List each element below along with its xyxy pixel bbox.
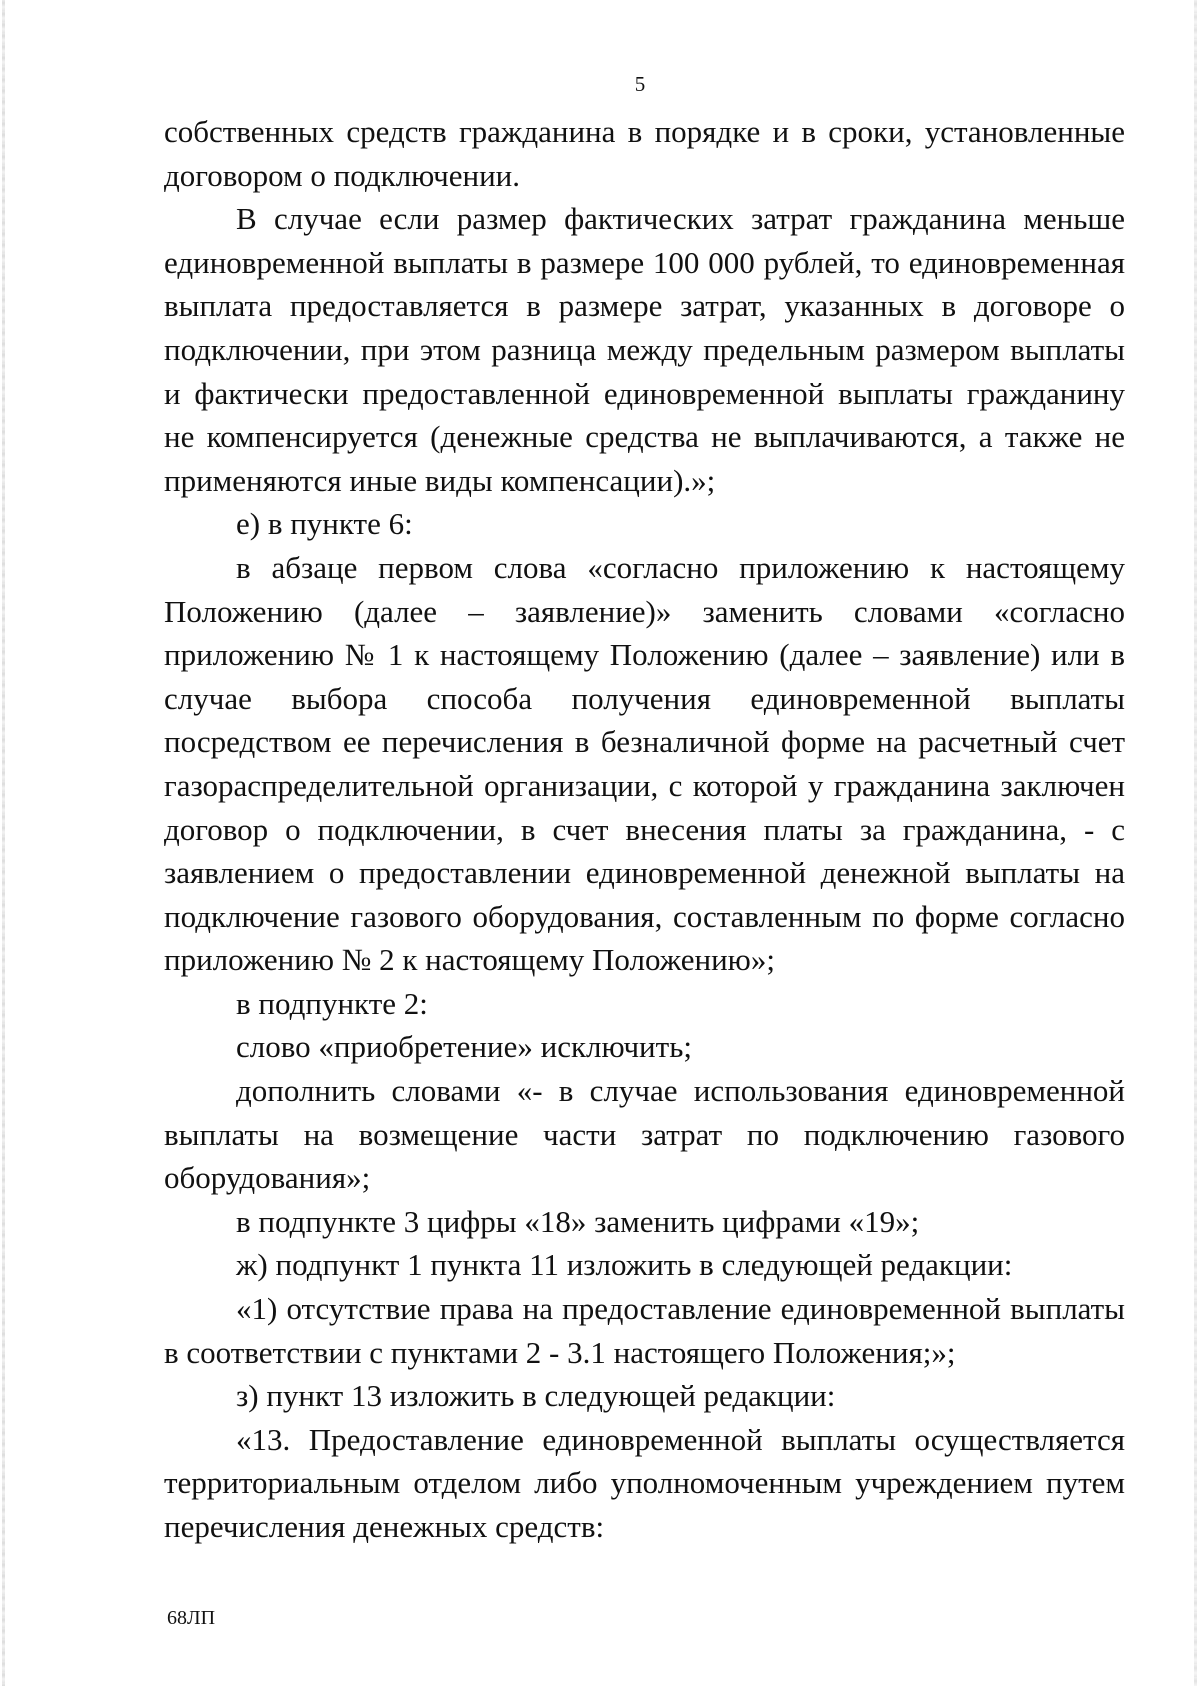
paragraph: в подпункте 3 цифры «18» заменить цифрами «19»;: [236, 1203, 920, 1239]
document-code: 68ЛП: [167, 1607, 216, 1629]
paragraph: слово «приобретение» исключить;: [236, 1029, 692, 1065]
paragraph: ж) подпункт 1 пункта 11 изложить в следующей редакции:: [236, 1247, 1013, 1283]
paragraph: «13. Предоставление единовременной выплаты осуществляется территориальным отделом либо уполномоченным учреждением путем перечисления денежных средств:: [164, 1421, 1125, 1544]
document-body: [164, 110, 1125, 1549]
paragraph-continuation: собственных средств гражданина в порядке и в сроки, установленные договором о подключении.: [164, 114, 1125, 193]
paragraph: В случае если размер фактических затрат гражданина меньше единовременной выплаты в размере 100 000 рублей, то единовременная выплата предоставляется в размере затрат, указанных в договоре о подключении, при этом разница между предельным размером выплаты и фактически предоставленной единовременной выплаты гражданину не компенсируется (денежные средства не выплачиваются, а также не применяются иные виды компенсации).»;: [164, 201, 1125, 498]
scan-edge-left: [2, 0, 5, 1686]
paragraph: в подпункте 2:: [236, 985, 428, 1021]
paragraph: «1) отсутствие права на предоставление единовременной выплаты в соответствии с пунктами 2 - 3.1 настоящего Положения;»;: [164, 1291, 1125, 1370]
page-number: 5: [634, 72, 646, 96]
paragraph: дополнить словами «- в случае использования единовременной выплаты на возмещение части затрат по подключению газового оборудования»;: [164, 1073, 1125, 1196]
paragraph: з) пункт 13 изложить в следующей редакции:: [236, 1378, 836, 1414]
paragraph: е) в пункте 6:: [236, 506, 413, 542]
paragraph: в абзаце первом слова «согласно приложению к настоящему Положению (далее – заявление)» заменить словами «согласно приложению № 1 к настоящему Положению (далее – заявление) или в случае выбора способа получения единовременной выплаты посредством ее перечисления в безналичной форме на расчетный счет газораспределительной организации, с которой у гражданина заключен договор о подключении, в счет внесения платы за гражданина, - с заявлением о предоставлении единовременной денежной выплаты на подключение газового оборудования, составленным по форме согласно приложению № 2 к настоящему Положению»;: [164, 549, 1125, 978]
scan-edge-right: [1194, 0, 1197, 1686]
